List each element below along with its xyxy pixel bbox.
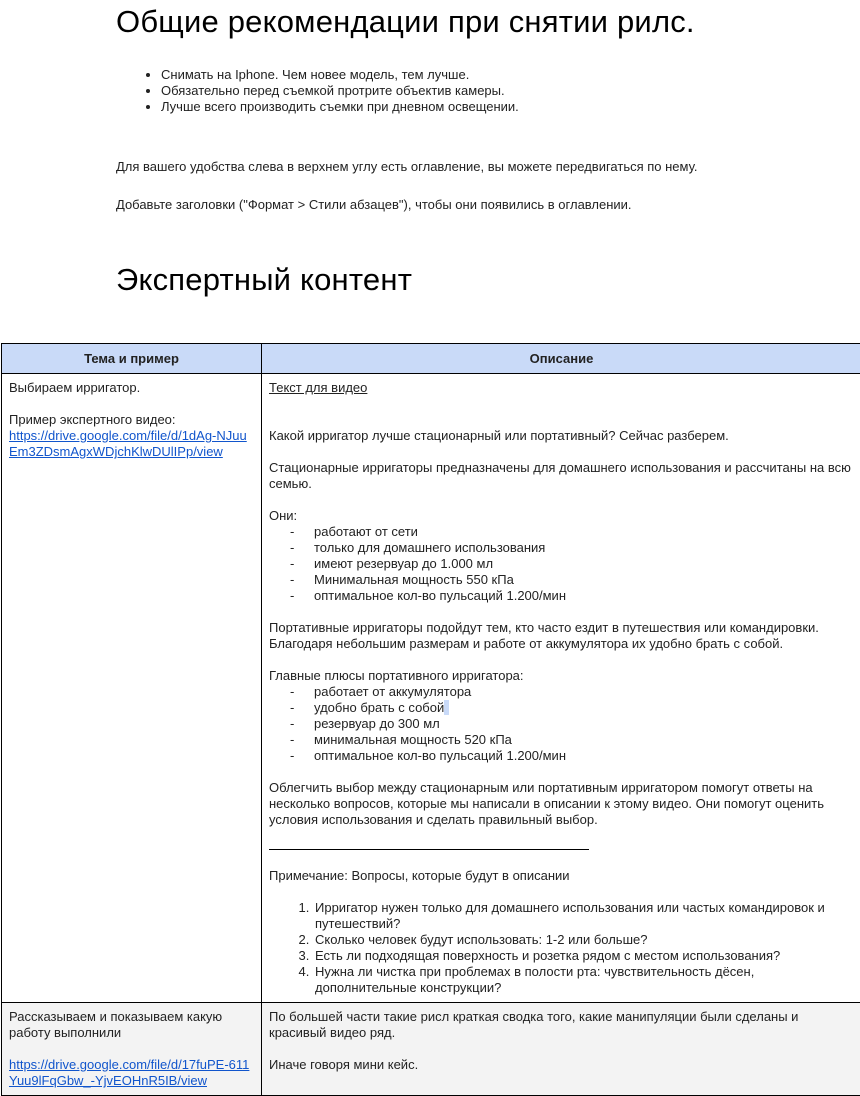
topic-text: Выбираем ирригатор. [9,380,141,395]
stationary-text: Стационарные ирригаторы предназначены для домашнего использования и рассчитаны на всю семью. [269,460,851,491]
list-item: - минимальная мощность 520 кПа [314,732,854,748]
description-text: Иначе говоря мини кейс. [269,1057,419,1072]
list-item [314,700,854,716]
list-item: 3. Есть ли подходящая поверхность и розетка рядом с местом использования? [313,948,854,964]
list-item: 2. Сколько человек будут использовать: 1-2 или больше? [313,932,854,948]
stationary-features-list [269,524,854,604]
list-item: - работает от аккумулятора [314,684,854,700]
questions-list [269,900,854,996]
they-label: Они: [269,508,298,523]
page-title: Общие рекомендации при снятии рилс. [116,4,695,39]
list-item: 4. Нужна ли чистка при проблемах в полости рта: чувствительность дёсен, дополнительные конструкции? [313,964,854,996]
description-cell[interactable] [262,1003,860,1096]
list-item: - работают от сети [314,524,854,540]
intro-text: Какой ирригатор лучше стационарный или портативный? Сейчас разберем. [269,428,729,443]
table-row [2,1003,860,1096]
topic-cell [2,1003,262,1096]
example-label: Пример экспертного видео: [9,412,176,427]
list-item-text: удобно брать с собой [314,700,445,715]
list-item: - имеют резервуар до 1.000 мл [314,556,854,572]
description-cell[interactable] [262,374,860,1003]
toc-note: Для вашего удобства слева в верхнем углу есть оглавление, вы можете передвигаться по нему. [116,159,698,174]
content-table [1,343,860,1096]
headings-note: Добавьте заголовки ("Формат > Стили абзацев"), чтобы они появились в оглавлении. [116,197,632,212]
list-item: • Лучше всего производить съемки при дневном освещении. [161,99,519,115]
list-item: - резервуар до 300 мл [314,716,854,732]
list-item: • Обязательно перед съемкой протрите объектив камеры. [161,83,519,99]
portable-text: Портативные ирригаторы подойдут тем, кто часто ездит в путешествия или командировки. Благодаря небольшим размерам и работе от аккумулятора их удобно брать с собой. [269,620,819,651]
conclusion-text: Облегчить выбор между стационарным или портативным ирригатором помогут ответы на несколько вопросов, которые мы написали в описании к этому видео. Они помогут оценить условия использования и сделать правильный выбор. [269,780,824,827]
table-row [2,374,860,1003]
section-title: Экспертный контент [116,262,413,297]
list-item: - Минимальная мощность 550 кПа [314,572,854,588]
portable-features-list [269,684,854,764]
description-text: По большей части такие рисл краткая сводка того, какие манипуляции были сделаны и красивый видео ряд. [269,1009,799,1040]
note-text: Примечание: Вопросы, которые будут в описании [269,868,570,883]
list-item: - только для домашнего использования [314,540,854,556]
example-video-link[interactable]: https://drive.google.com/file/d/1dAg-NJuuEm3ZDsmAgxWDjchKlwDUlIPp/view [9,428,247,459]
topic-text: Рассказываем и показываем какую работу выполнили [9,1009,223,1040]
list-item: - оптимальное кол-во пульсаций 1.200/мин [314,588,854,604]
plus-label: Главные плюсы портативного ирригатора: [269,668,524,683]
text-cursor-selection [444,700,449,715]
example-video-link[interactable]: https://drive.google.com/file/d/17fuPE-611Yuu9lFqGbw_-YjvEOHnR5IB/view [9,1057,250,1088]
list-item: 1. Ирригатор нужен только для домашнего использования или частых командировок и путешествий? [313,900,854,932]
table-header-row [2,344,860,374]
recommendations-list [140,67,519,115]
topic-cell [2,374,262,1003]
list-item: - оптимальное кол-во пульсаций 1.200/мин [314,748,854,764]
list-item: • Снимать на Iphone. Чем новее модель, тем лучше. [161,67,519,83]
column-header-topic: Тема и пример [2,344,262,374]
column-header-description: Описание [262,344,860,374]
video-text-subtitle: Текст для видео [269,380,368,395]
